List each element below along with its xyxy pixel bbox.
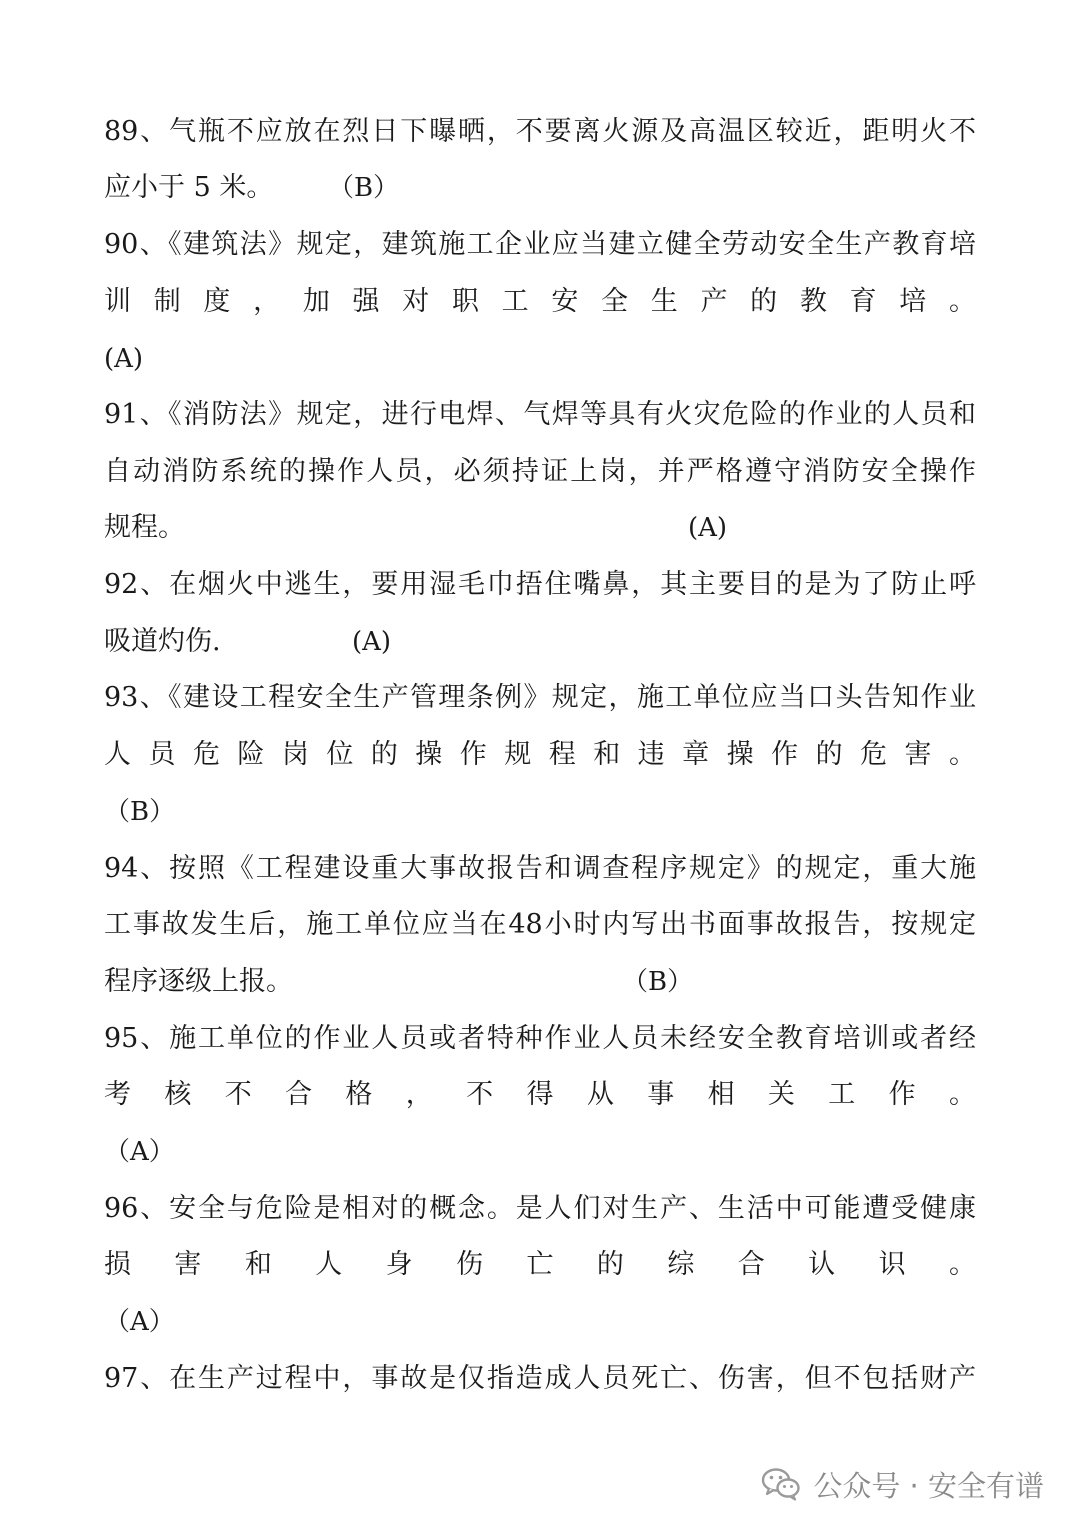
- question-93-line-1: 93、《建设工程安全生产管理条例》规定，施工单位应当口头告知作业: [104, 682, 976, 713]
- question-93-answer: （B）: [104, 797, 176, 827]
- question-94-line-3: 程序逐级上报。: [104, 966, 293, 997]
- question-89-line-1: 89、气瓶不应放在烈日下曝晒，不要离火源及高温区较近，距明火不: [104, 116, 976, 147]
- footer-watermark: [761, 1458, 1044, 1510]
- question-91-line-1: 91、《消防法》规定，进行电焊、气焊等具有火灾危险的作业的人员和: [104, 399, 976, 430]
- question-94-answer: （B）: [622, 967, 694, 997]
- question-96-answer: （A）: [104, 1307, 175, 1337]
- question-93-line-2: 人 员 危 险 岗 位 的 操 作 规 程 和 违 章 操 作 的 危 害 。: [104, 739, 976, 770]
- question-90-line-2: 训 制 度 ， 加 强 对 职 工 安 全 生 产 的 教 育 培 。: [104, 286, 976, 317]
- question-92-line-2: 吸道灼伤.: [104, 626, 221, 657]
- question-94-line-1: 94、按照《工程建设重大事故报告和调查程序规定》的规定，重大施: [104, 853, 976, 884]
- question-94-line-2: 工事故发生后，施工单位应当在48小时内写出书面事故报告，按规定: [104, 909, 976, 940]
- question-96-line-1: 96、安全与危险是相对的概念。是人们对生产、生活中可能遭受健康: [104, 1193, 976, 1224]
- question-91-line-3: 规程。: [104, 512, 185, 543]
- question-90-line-1: 90、《建筑法》规定，建筑施工企业应当建立健全劳动安全生产教育培: [104, 229, 976, 260]
- question-95-answer: （A）: [104, 1137, 175, 1167]
- question-95-line-2: 考 核 不 合 格 ， 不 得 从 事 相 关 工 作 。: [104, 1079, 976, 1110]
- wechat-icon: [761, 1467, 801, 1501]
- question-92-answer: (A): [352, 627, 392, 657]
- question-90-answer: (A): [104, 344, 144, 374]
- question-95-line-1: 95、施工单位的作业人员或者特种作业人员未经安全教育培训或者经: [104, 1023, 976, 1054]
- question-89-answer: （B）: [328, 173, 400, 203]
- question-91-line-2: 自动消防系统的操作人员，必须持证上岗，并严格遵守消防安全操作: [104, 456, 976, 487]
- question-89-line-2: 应小于 5 米。: [104, 172, 274, 203]
- account-name: 公众号 · 安全有谱: [813, 1468, 1044, 1503]
- question-92-line-1: 92、在烟火中逃生，要用湿毛巾捂住嘴鼻，其主要目的是为了防止呼: [104, 569, 976, 600]
- question-91-answer: (A): [688, 513, 728, 543]
- question-96-line-2: 损 害 和 人 身 伤 亡 的 综 合 认 识 。: [104, 1249, 976, 1280]
- question-97-line-1: 97、在生产过程中，事故是仅指造成人员死亡、伤害，但不包括财产: [104, 1363, 976, 1394]
